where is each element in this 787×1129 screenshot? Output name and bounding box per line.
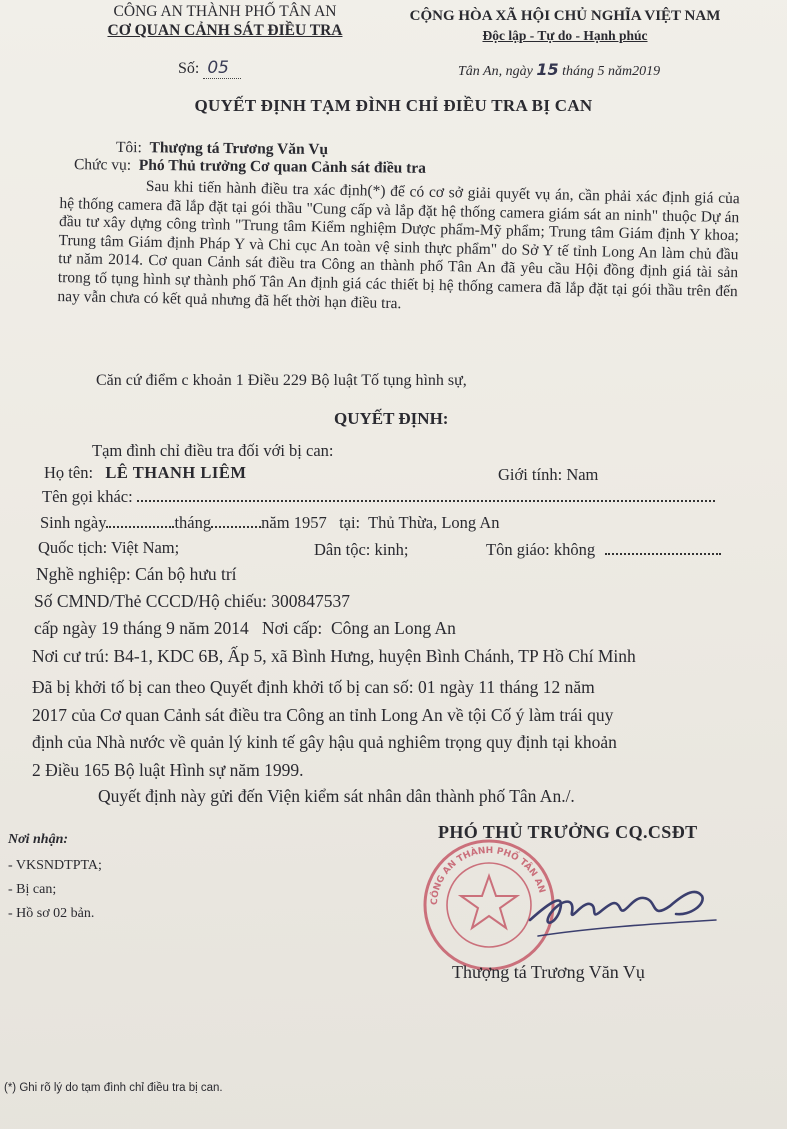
suspect-name-row: Họ tên: LÊ THANH LIÊM — [44, 463, 247, 482]
charge-line: 2 Điều 165 Bộ luật Hình sự năm 1999. — [32, 759, 304, 780]
suspect-birth-row: Sinh ngày tháng năm 1957 tại: Thủ Thừa, Long An — [40, 513, 500, 532]
country-line1: CỘNG HÒA XÃ HỘI CHỦ NGHĨA VIỆT NAM — [409, 8, 721, 24]
recipients-label: Nơi nhận: — [8, 832, 69, 847]
legal-basis: Căn cứ điểm c khoản 1 Điều 229 Bộ luật Tố tụng hình sự, — [96, 372, 467, 389]
country-header — [385, 6, 745, 46]
suspect-residence-row: Nơi cư trú: B4-1, KDC 6B, Ấp 5, xã Bình Hưng, huyện Bình Chánh, TP Hồ Chí Minh — [32, 646, 636, 666]
suspect-ethnicity: Dân tộc: kinh; — [314, 540, 409, 559]
suspect-occupation-row: Nghề nghiệp: Cán bộ hưu trí — [36, 564, 237, 584]
svg-text:CÔNG AN THÀNH PHỐ TÂN AN: CÔNG AN THÀNH PHỐ TÂN AN — [429, 845, 547, 906]
agency-line1: CÔNG AN THÀNH PHỐ TÂN AN — [113, 3, 337, 20]
send-line: Quyết định này gửi đến Viện kiểm sát nhân dân thành phố Tân An./. — [98, 786, 575, 806]
recipient-item: - Hồ sơ 02 bản. — [8, 906, 95, 921]
document-title: QUYẾT ĐỊNH TẠM ĐÌNH CHỈ ĐIỀU TRA BỊ CAN — [194, 96, 593, 115]
issuer-line: Tôi: Thượng tá Trương Văn Vụ — [115, 138, 329, 159]
footnote: (*) Ghi rõ lý do tạm đình chỉ điều tra bị can. — [4, 1082, 223, 1094]
suspect-alias-row: Tên gọi khác: — [42, 487, 715, 507]
suspect-id-issue-row: cấp ngày 19 tháng 9 năm 2014 Nơi cấp: Công an Long An — [34, 618, 456, 638]
decision-heading: QUYẾT ĐỊNH: — [334, 409, 449, 428]
suspect-gender: Giới tính: Nam — [498, 465, 599, 484]
charge-text — [32, 674, 617, 784]
agency-header — [70, 2, 380, 40]
decision-intro: Tạm đình chỉ điều tra đối với bị can: — [92, 441, 334, 460]
suspect-name: LÊ THANH LIÊM — [105, 463, 247, 482]
document-date: Tân An, ngày 15 tháng 5 năm2019 — [458, 60, 661, 79]
document-number: Số: 05 — [178, 58, 241, 78]
recipient-item: - VKSNDTPTA; — [8, 858, 102, 873]
charge-line: Đã bị khởi tố bị can theo Quyết định khởi tố bị can số: 01 ngày 11 tháng 12 năm — [32, 677, 595, 697]
signer-name: Thượng tá Trương Văn Vụ — [452, 962, 645, 982]
issuer-position: Chức vụ: Phó Thủ trưởng Cơ quan Cảnh sát điều tra — [73, 156, 427, 177]
agency-line2: CƠ QUAN CẢNH SÁT ĐIỀU TRA — [107, 22, 343, 39]
signature-title: PHÓ THỦ TRƯỞNG CQ.CSĐT — [438, 822, 698, 842]
suspect-religion: Tôn giáo: không — [486, 540, 721, 560]
motto: Độc lập - Tự do - Hạnh phúc — [482, 28, 648, 43]
suspect-nationality-row: Quốc tịch: Việt Nam; — [38, 538, 180, 557]
document-number-value: 05 — [203, 58, 241, 79]
handwritten-signature — [520, 862, 720, 952]
recipient-item: - Bị can; — [8, 882, 57, 897]
charge-line: định của Nhà nước về quản lý kinh tế gây hậu quả nghiêm trọng quy định tại khoản — [32, 732, 617, 752]
charge-line: 2017 của Cơ quan Cảnh sát điều tra Công an tỉnh Long An về tội Cố ý làm trái quy — [32, 704, 614, 725]
suspect-id-row: Số CMND/Thẻ CCCD/Hộ chiếu: 300847537 — [34, 591, 350, 611]
body-paragraph: Sau khi tiến hành điều tra xác định(*) để có cơ sở giải quyết vụ án, cần phải xác định giá của hệ thống camera đã lắp đặt tại gói thầu "Cung cấp và lắp đặt hệ thống camera giám sát an ninh" thuộc Dự án đầu tư xây dựng công trình "Trung tâm Kiểm nghiệm Dược phẩm-Mỹ phẩm; Trung tâm Giám định Y khoa; Trung tâm Giám định Pháp Y và Chi cục An toàn vệ sinh thực phẩm" do Sở Y tế tỉnh Long An làm chủ đầu tư năm 2014. Cơ quan Cảnh sát điều tra Công an thành phố Tân An đã yêu cầu Hội đồng định giá tài sản trong tố tụng hình sự thành phố Tân An định giá các thiết bị hệ thống camera đã lắp đặt tại gói thầu trên đến nay vẫn chưa có kết quả nhưng đã hết thời hạn điều tra. — [57, 177, 740, 312]
